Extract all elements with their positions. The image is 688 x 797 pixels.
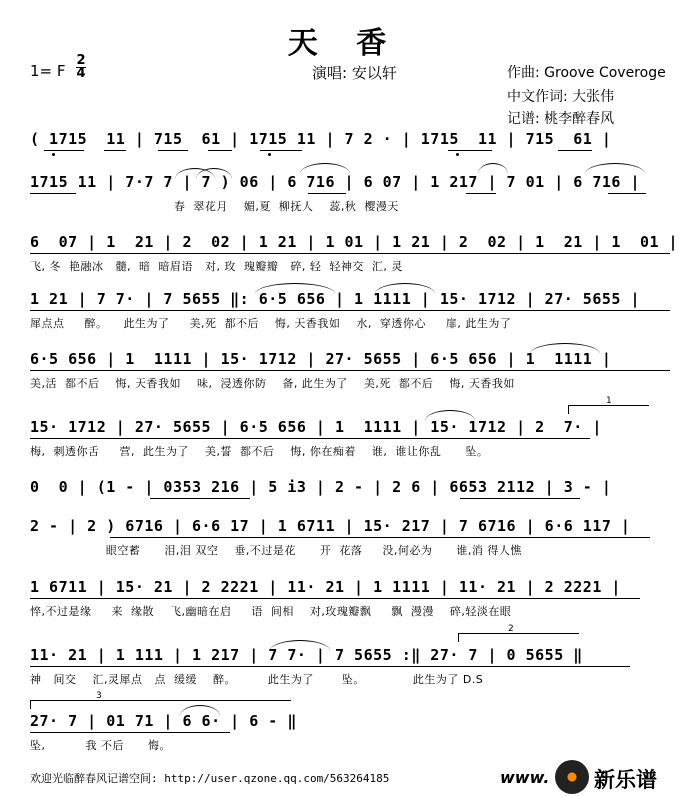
notation-line: 1 6711 | 15· 21 | 2 2221 | 11· 21 | 1 1111 | 11· 21 | 2 2221 | [30, 578, 621, 596]
lyric-line: 坠, 我 不后 悔。 [30, 739, 171, 752]
footer-text: 欢迎光临醉春风记谱空间: http://user.qzone.qq.com/563264185 [30, 772, 390, 785]
score-row-10 [0, 646, 688, 702]
brand-logo: 新乐谱 [594, 768, 657, 792]
singer-credit: 演唱: 安以轩 [312, 64, 397, 82]
notation-line: 11· 21 | 1 111 | 1 217 | 7 7· | 7 5655 :‖ 27· 7 | 0 5655 ‖ [30, 646, 583, 664]
notation-line: 27· 7 | 01 71 | 6 6· | 6 - ‖ [30, 712, 297, 730]
notation-line: 15· 1712 | 27· 5655 | 6·5 656 | 1 1111 | 15· 1712 | 2 7· | [30, 418, 602, 436]
meter-bottom: 4 [76, 66, 86, 81]
score-row-3 [0, 233, 688, 289]
lyric-line: 梅, 刺透你舌 营, 此生为了 美,誓 都不后 悔, 你在痴着 谁, 谁让你乱 坠。 [30, 445, 489, 458]
notation-line: ( 1715 11 | 715 61 | 1715 11 | 7 2 · | 1715 11 | 715 61 | [30, 130, 612, 148]
lyric-line: 犀点点 醉。 此生为了 美,死 都不后 悔, 天香我如 水, 穿透你心 扉, 此生为了 [30, 317, 512, 330]
volta-3 [30, 700, 291, 709]
notation-line: 1 21 | 7 7· | 7 5655 ‖: 6·5 656 | 1 1111 | 15· 1712 | 27· 5655 | [30, 290, 640, 308]
time-signature [76, 55, 86, 80]
score-row-2 [0, 173, 688, 229]
disc-logo-icon [555, 760, 589, 794]
volta-2 [458, 633, 579, 642]
site-label: www. [500, 768, 550, 787]
score-row-9 [0, 578, 688, 634]
song-title: 天 香 [287, 26, 401, 61]
lyric-line: 眼空蓄 泪,泪 双空 垂,不过是花 开 花落 没,何必为 谁,消 得人憔 [30, 544, 522, 557]
volta-2-number: 2 [508, 624, 514, 634]
notation-line: 6 07 | 1 21 | 2 02 | 1 21 | 1 01 | 1 21 | 2 02 | 1 21 | 1 01 | [30, 233, 679, 251]
notation-line: 1715 11 | 7·7 7 | 7 ) 06 | 6 716 | 6 07 | 1 217 | 7 01 | 6 716 | [30, 173, 640, 191]
lyricist-credit: 中文作词: 大张伟 [507, 89, 615, 105]
score-row-11 [0, 712, 688, 768]
notation-line: 0 0 | (1 - | 0353 216 | 5 i3 | 2 - | 2 6 | 6653 2112 | 3 - | [30, 478, 612, 496]
lyric-line: 飞, 冬 艳融冰 髓, 暗 暗眉语 对, 玫 瑰瓣瓣 碎, 轻 轻神交 汇, 灵 [30, 260, 403, 273]
lyric-line: 春 翠花月 媚,夏 柳抚人 蕊,秋 樱漫天 [30, 200, 399, 213]
meter-top: 2 [76, 53, 86, 68]
key-signature: 1= F [30, 62, 66, 80]
score-row-6 [0, 418, 688, 474]
composer-credit: 作曲: Groove Coveroge [507, 65, 666, 81]
volta-3-number: 3 [96, 691, 102, 701]
notation-line: 2 - | 2 ) 6716 | 6·6 17 | 1 6711 | 15· 217 | 7 6716 | 6·6 117 | [30, 517, 631, 535]
lyric-line: 神 间交 汇,灵犀点 点 缓缓 醉。 此生为了 坠。 此生为了 D.S [30, 673, 484, 686]
score-row-8 [0, 517, 688, 573]
volta-1 [568, 405, 649, 414]
score-row-5 [0, 350, 688, 406]
lyric-line: 悴,不过是缘 来 缘散 飞,幽暗在启 语 间相 对,玫瑰瓣飘 飘 漫漫 碎,轻淡在眼 [30, 605, 512, 618]
lyric-line: 美,活 都不后 悔, 天香我如 味, 浸透你防 备, 此生为了 美,死 都不后 悔, 天香我如 [30, 377, 515, 390]
notation-line: 6·5 656 | 1 1111 | 15· 1712 | 27· 5655 | 6·5 656 | 1 1111 | [30, 350, 612, 368]
score-row-4 [0, 290, 688, 346]
transcriber-credit: 记谱: 桃李醉春风 [507, 111, 615, 127]
volta-1-number: 1 [606, 396, 612, 406]
